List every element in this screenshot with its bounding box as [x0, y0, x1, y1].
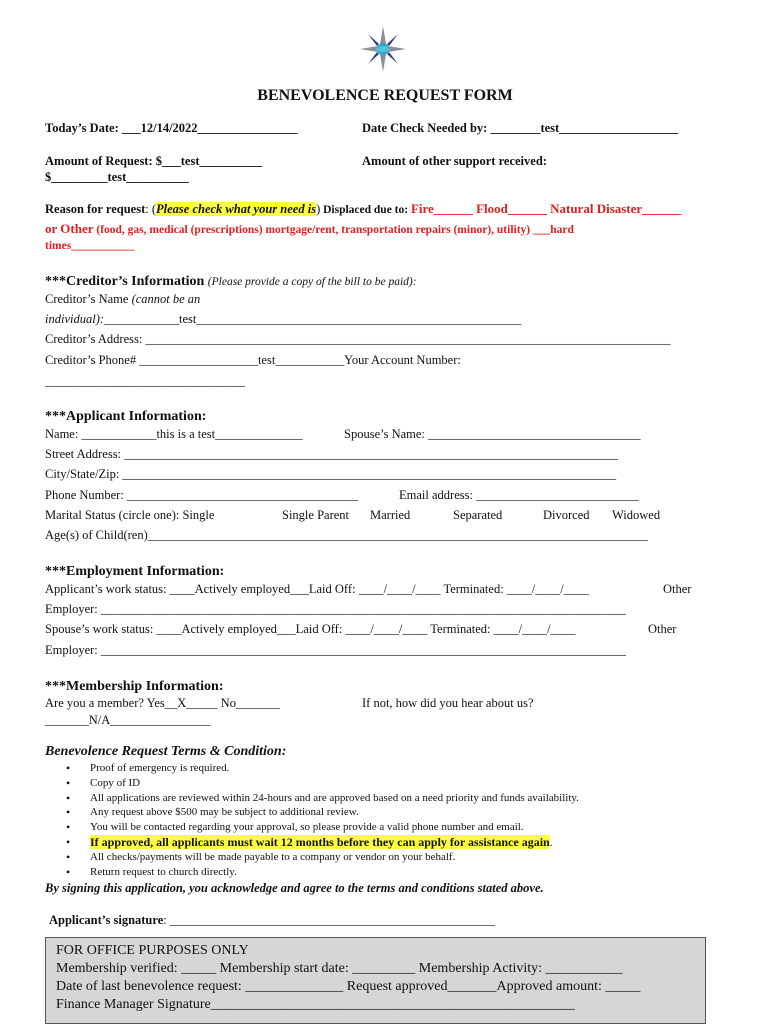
amount-of-request-continued[interactable]: $_________test__________: [45, 170, 189, 184]
applicant-other-option[interactable]: Other: [663, 582, 692, 596]
heard-about-us-field[interactable]: If not, how did you hear about us?: [362, 696, 534, 710]
creditor-name-row: [45, 292, 200, 307]
creditor-heading-note: (Please provide a copy of the bill to be paid):: [207, 276, 417, 288]
signature-field[interactable]: : ____________________________________________________: [163, 913, 495, 927]
applicant-name-field[interactable]: Name: ____________this is a test______________: [45, 427, 303, 441]
creditor-name-label: Creditor’s Name: [45, 292, 132, 306]
or-other-label: or Other: [45, 221, 94, 236]
creditor-heading-title: ***Creditor’s Information: [45, 274, 208, 289]
city-state-zip-field[interactable]: City/State/Zip: _______________________________________________________________________________: [45, 467, 617, 481]
office-membership-line[interactable]: Membership verified: _____ Membership start date: _________ Membership Activity: ___________: [56, 961, 623, 976]
terms-heading: Benevolence Request Terms & Condition:: [45, 744, 287, 759]
displaced-label: Displaced due to:: [320, 204, 411, 216]
terms-item: • All checks/payments will be made payable to a company or vendor on your behalf.: [66, 850, 579, 865]
terms-item: • All applications are reviewed within 24-hours and are approved based on a need priority and funds availability.: [66, 791, 579, 806]
marital-option-divorced[interactable]: Divorced: [543, 508, 590, 522]
applicant-employer-field[interactable]: Employer: ____________________________________________________________________________________: [45, 602, 626, 616]
creditor-name-row-2: [45, 312, 521, 327]
membership-heading: ***Membership Information:: [45, 679, 224, 694]
reason-label: Reason for request: [45, 202, 146, 216]
reason-line-1: [45, 201, 681, 217]
marital-option-single-parent[interactable]: Single Parent: [282, 508, 350, 522]
acknowledgement-text: By signing this application, you acknowledge and agree to the terms and conditions stated above.: [45, 881, 544, 895]
creditor-name-note-2: individual):: [45, 312, 105, 326]
member-field-continued[interactable]: _______N/A________________: [45, 713, 211, 727]
email-address-field[interactable]: Email address: __________________________: [399, 488, 639, 502]
street-address-field[interactable]: Street Address: _______________________________________________________________________________: [45, 447, 618, 461]
spouse-other-option[interactable]: Other: [648, 622, 677, 636]
todays-date-field[interactable]: Today’s Date: ___12/14/2022________________: [45, 121, 298, 135]
reason-line-3[interactable]: times___________: [45, 240, 135, 252]
terms-highlight-text: If approved, all applicants must wait 12 months before they can apply for assistance again: [90, 834, 550, 849]
signature-label: Applicant’s signature: [49, 913, 164, 927]
creditor-name-field[interactable]: ____________test____________________________________________________: [104, 312, 522, 326]
marital-option-widowed[interactable]: Widowed: [612, 508, 661, 522]
member-field[interactable]: Are you a member? Yes__X_____ No_______: [45, 696, 280, 710]
terms-item: • You will be contacted regarding your approval, so please provide a valid phone number and email.: [66, 820, 579, 835]
date-check-needed-field[interactable]: Date Check Needed by: ________test___________________: [362, 121, 678, 135]
terms-item: • Any request above $500 may be subject to additional review.: [66, 805, 579, 820]
signature-row: [49, 913, 495, 928]
children-ages-field[interactable]: Age(s) of Child(ren)________________________________________________________________________________: [45, 528, 648, 542]
terms-list: [66, 761, 579, 879]
spouse-name-field[interactable]: Spouse’s Name: __________________________________: [344, 427, 641, 441]
cross-compass-logo-icon: [360, 26, 406, 72]
marital-status-label[interactable]: Marital Status (circle one): Single: [45, 508, 215, 522]
applicant-work-status-field[interactable]: Applicant’s work status: ____Actively employed___Laid Off: ____/____/____ Terminated: ____/____/____: [45, 582, 589, 596]
reason-hint: Please check what your need is: [156, 202, 317, 216]
other-options[interactable]: (food, gas, medical (prescriptions) mortgage/rent, transportation repairs (minor), utility) ___hard: [93, 224, 574, 236]
creditor-address-field[interactable]: Creditor’s Address: ____________________________________________________________________________________: [45, 332, 671, 346]
terms-item: • Proof of emergency is required.: [66, 761, 579, 776]
employment-heading: ***Employment Information:: [45, 564, 225, 579]
creditor-name-note: (cannot be an: [131, 292, 201, 306]
office-use-box: [45, 937, 706, 1024]
amount-of-request-field[interactable]: Amount of Request: $___test__________: [45, 154, 262, 168]
marital-option-married[interactable]: Married: [370, 508, 411, 522]
reason-close: ): [316, 202, 321, 216]
terms-item: • Copy of ID: [66, 776, 579, 791]
creditor-heading: [45, 274, 417, 290]
spouse-work-status-field[interactable]: Spouse’s work status: ____Actively employed___Laid Off: ____/____/____ Terminated: ____/____/____: [45, 622, 576, 636]
form-title: BENEVOLENCE REQUEST FORM: [257, 87, 513, 104]
displaced-options[interactable]: Fire______ Flood______ Natural Disaster______: [410, 201, 682, 216]
office-signature-line[interactable]: Finance Manager Signature____________________________________________________: [56, 997, 575, 1012]
account-number-field[interactable]: ________________________________: [45, 374, 245, 388]
creditor-phone-field[interactable]: Creditor’s Phone# ___________________test___________Your Account Number:: [45, 353, 461, 367]
reason-line-2: [45, 221, 574, 237]
spouse-employer-field[interactable]: Employer: ____________________________________________________________________________________: [45, 643, 626, 657]
other-support-field[interactable]: Amount of other support received:: [362, 154, 547, 168]
terms-item-highlighted: [66, 835, 579, 850]
applicant-heading: ***Applicant Information:: [45, 409, 207, 424]
office-request-line[interactable]: Date of last benevolence request: ______________ Request approved_______Approved amount: _____: [56, 979, 641, 994]
reason-colon: : (: [145, 202, 156, 216]
phone-number-field[interactable]: Phone Number: _____________________________________: [45, 488, 359, 502]
terms-item: • Return request to church directly.: [66, 865, 579, 880]
terms-highlight-suffix: .: [549, 836, 553, 849]
marital-option-separated[interactable]: Separated: [453, 508, 503, 522]
office-title: FOR OFFICE PURPOSES ONLY: [56, 943, 249, 958]
